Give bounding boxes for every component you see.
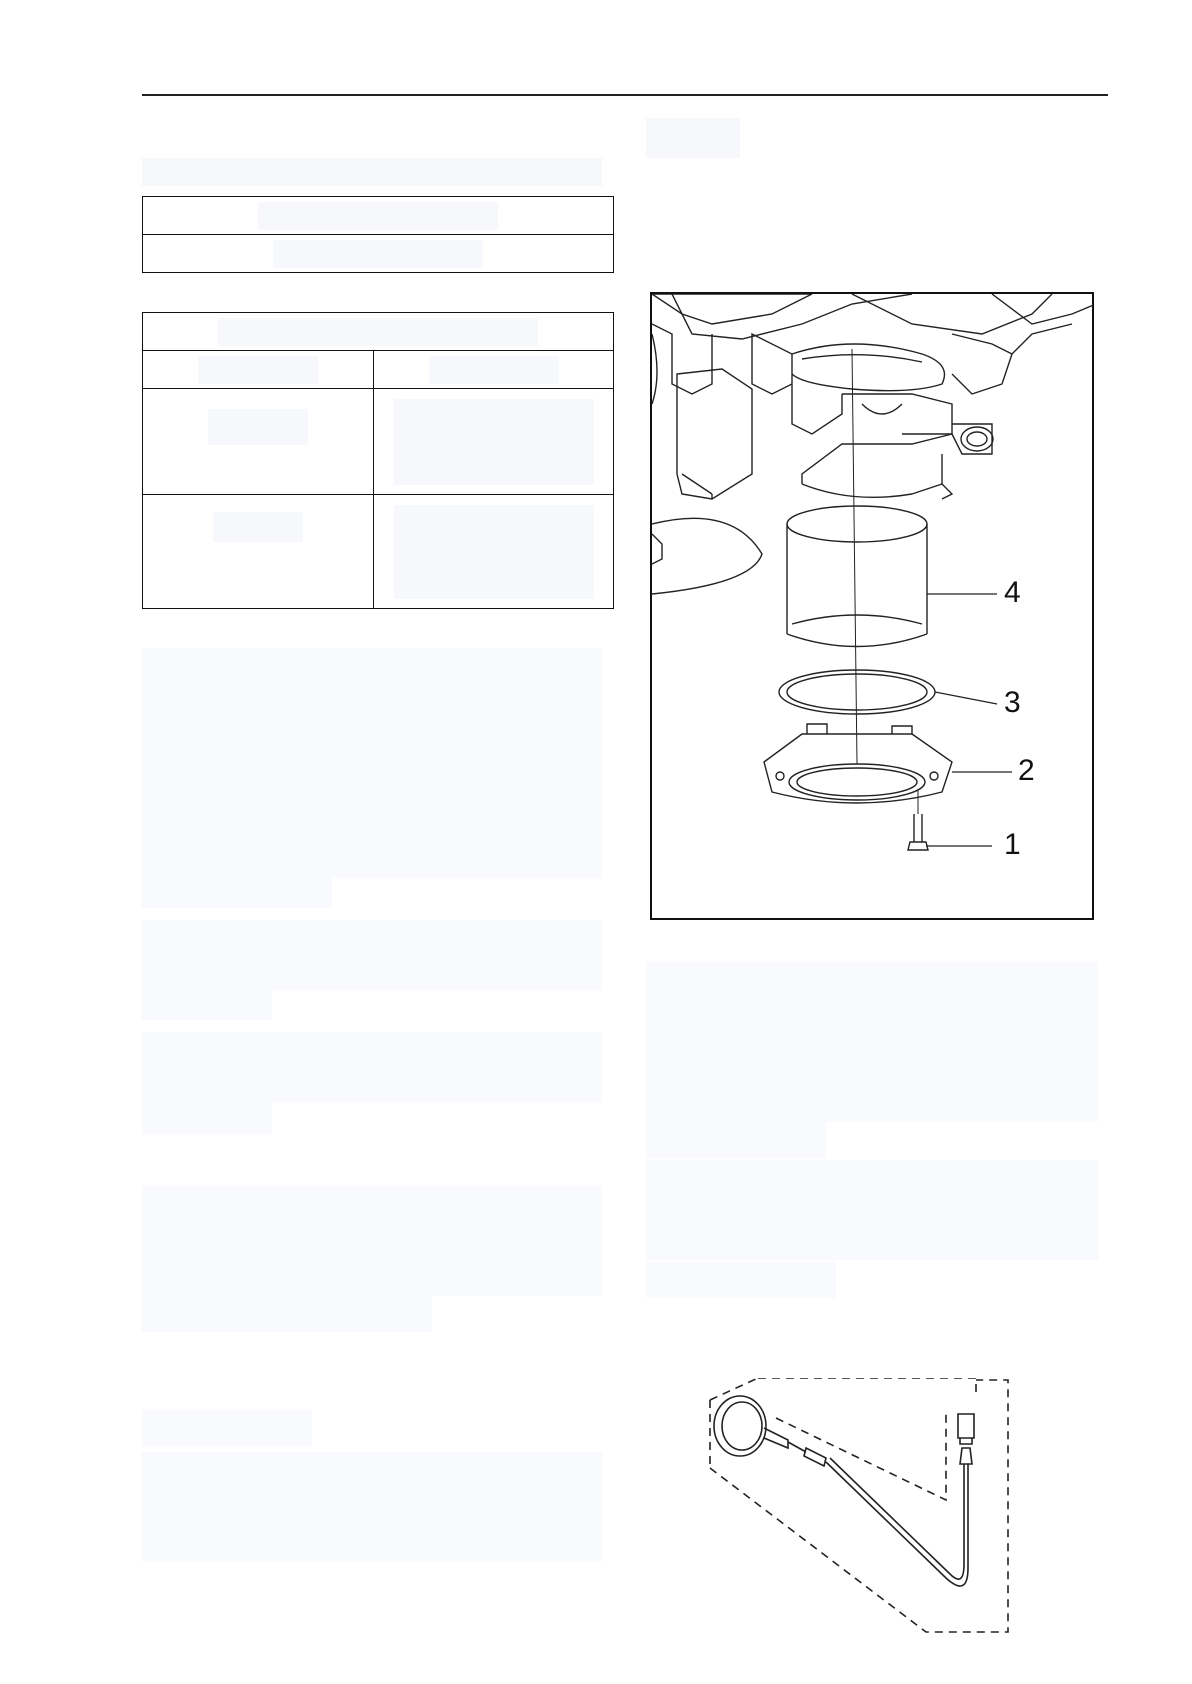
paragraph-obscured-8 [142,1296,432,1332]
right-paragraph-obscured-1 [646,962,1098,1122]
oil-filter-exploded-view [650,292,1094,920]
callout-3: 3 [1004,686,1021,719]
spec-table-large-cell-1-2 [374,389,614,495]
paragraph-obscured-9 [142,1452,602,1562]
callout-1: 1 [1004,828,1021,861]
paragraph-obscured-5 [142,1032,602,1102]
spec-table-large-cell-2-2 [374,495,614,609]
paragraph-obscured-7 [142,1186,602,1296]
figure-label-obscured [646,118,740,158]
paragraph-obscured-6 [142,1102,272,1134]
spec-table-large-cell-2-1 [143,495,374,609]
paragraph-obscured-3 [142,920,602,990]
spec-table-large-title [143,313,614,351]
spec-table-small [142,196,614,273]
paragraph-obscured-2 [142,878,332,908]
pressure-gauge-icon [706,1378,1012,1634]
section-heading-obscured [142,158,602,186]
spec-table-large-cell-1-1 [143,389,374,495]
right-paragraph-obscured-3 [646,1160,1098,1260]
right-paragraph-obscured-2 [646,1122,826,1158]
spec-table-small-row-2 [143,235,614,273]
paragraph-obscured-1 [142,648,602,878]
subheading-obscured [142,1410,312,1446]
callout-2: 2 [1018,754,1035,787]
right-paragraph-obscured-4 [646,1262,836,1298]
spec-table-small-row-1 [143,197,614,235]
spec-table-large-header-2 [374,351,614,389]
spec-table-large [142,312,614,609]
header-rule [142,94,1108,96]
spec-table-large-header-1 [143,351,374,389]
callout-4: 4 [1004,576,1021,609]
exploded-view-drawing [652,294,1094,920]
paragraph-obscured-4 [142,990,272,1020]
